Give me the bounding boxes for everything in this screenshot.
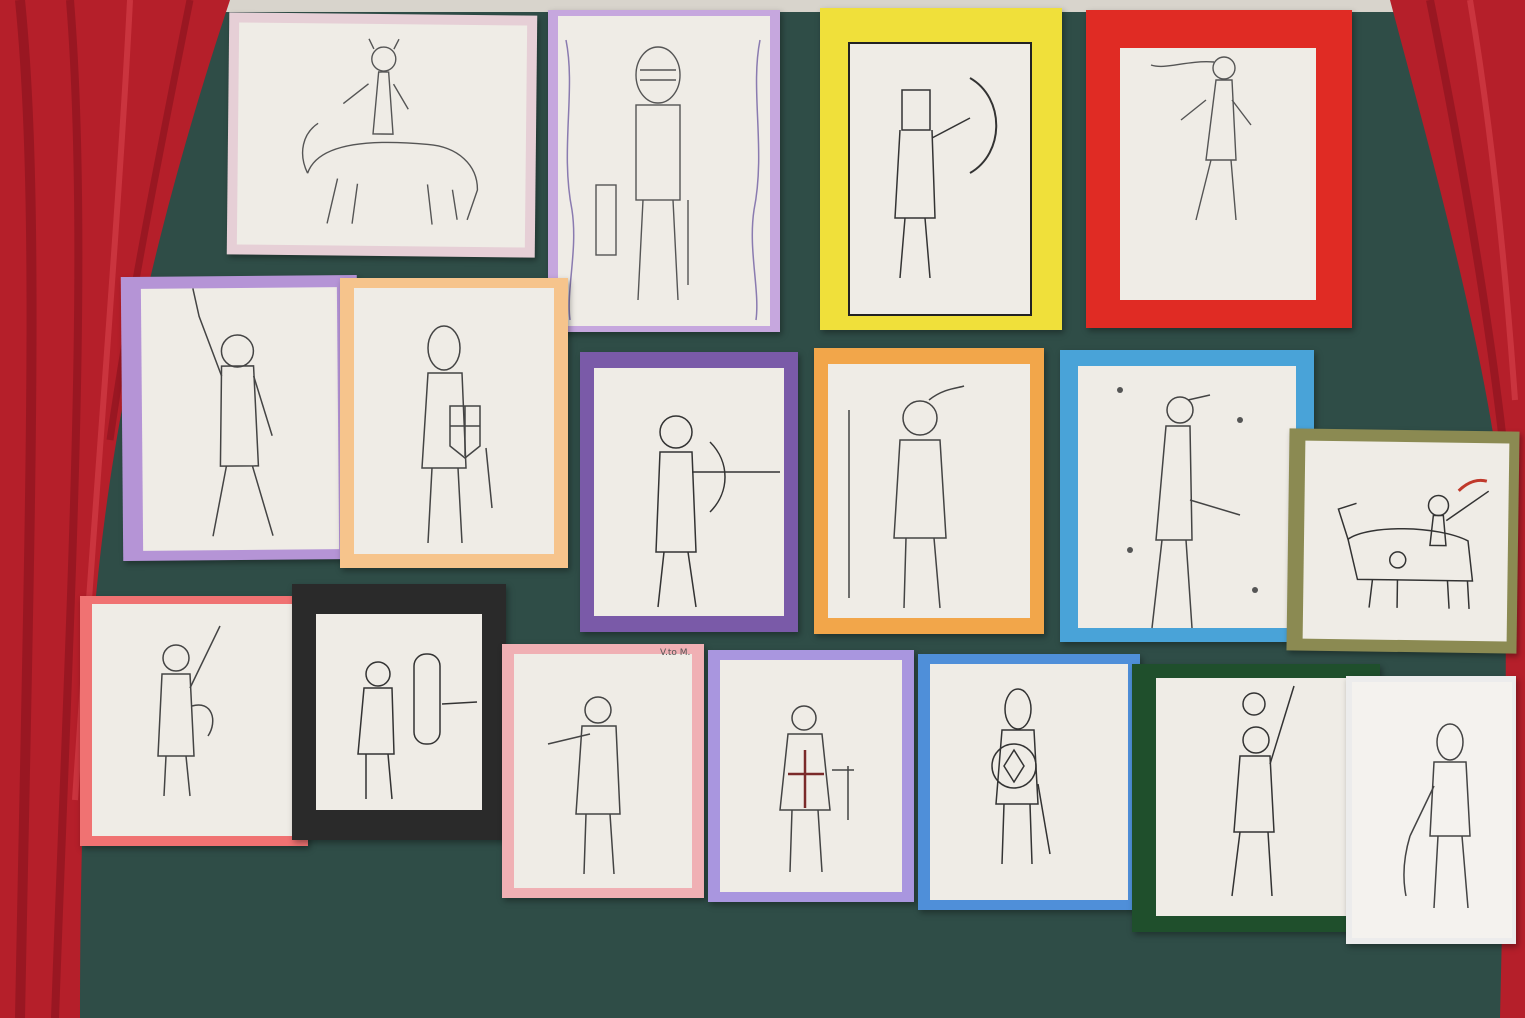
signature-pink-poster: V.to M.	[660, 648, 691, 658]
knight-raised-sword-drawing	[121, 275, 359, 561]
poster-knight-black-frame	[292, 584, 506, 840]
poster-knight-blue-frame	[1060, 350, 1314, 642]
knight-cross-shield-drawing	[340, 278, 568, 568]
poster-knight-spear-orange	[814, 348, 1044, 634]
poster-knight-lilac-frame	[708, 650, 914, 902]
poster-knight-shield-orange	[340, 278, 568, 568]
poster-knight-horse-olive	[1286, 428, 1519, 653]
knight-archer-aiming-drawing	[580, 352, 798, 632]
poster-knight-blue-frame-2	[918, 654, 1140, 910]
knight-spear-drawing	[814, 348, 1044, 634]
poster-knight-red-frame	[80, 596, 308, 846]
poster-knight-on-horse	[227, 12, 538, 257]
poster-knight-raised-sword-purple	[121, 275, 359, 561]
poster-warrior-woman-red	[1086, 10, 1352, 328]
knight-red-frame-drawing	[80, 596, 308, 846]
knight-archer-drawing	[820, 8, 1062, 330]
poster-knight-visor-sword	[548, 10, 780, 332]
knight-horse-drawing	[227, 12, 538, 257]
knight-sword-up-drawing	[1132, 664, 1380, 932]
knight-cross-tunic-drawing	[708, 650, 914, 902]
poster-knight-archer-yellow	[820, 8, 1062, 330]
knight-big-shield-drawing	[292, 584, 506, 840]
knight-sword-shoulder-drawing	[502, 644, 704, 898]
poster-knight-archer-purple	[580, 352, 798, 632]
poster-knight-green-frame	[1132, 664, 1380, 932]
poster-knight-pink-frame	[502, 644, 704, 898]
knight-plume-drawing	[1060, 350, 1314, 642]
jousting-knight-drawing	[1286, 428, 1519, 653]
warrior-woman-drawing	[1086, 10, 1352, 328]
knight-round-shield-drawing	[918, 654, 1140, 910]
knight-curved-sword-drawing	[1346, 676, 1516, 944]
knight-visor-drawing	[548, 10, 780, 332]
poster-knight-plain	[1346, 676, 1516, 944]
